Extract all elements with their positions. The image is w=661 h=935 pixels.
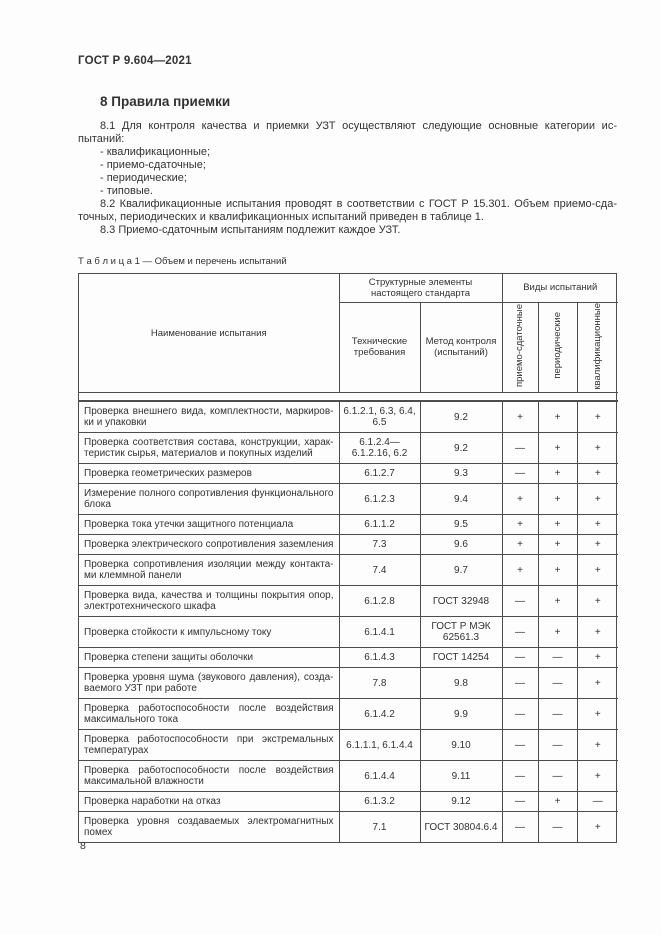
cell-technical-requirements: 6.1.1.2 bbox=[339, 515, 420, 535]
cell-mark-acceptance: — bbox=[502, 433, 538, 464]
cell-technical-requirements: 7.3 bbox=[339, 535, 420, 555]
cell-test-name: Проверка электрического сопротивления заземления bbox=[79, 535, 339, 555]
table-caption: Т а б л и ц а 1 — Объем и перечень испытаний bbox=[78, 256, 287, 267]
paragraph-line: точных, периодических и квалификационных испытаний приведен в таблице 1. bbox=[78, 211, 484, 223]
cell-mark-qualification: — bbox=[592, 796, 603, 808]
cell-technical-requirements: 6.1.2.8 bbox=[339, 586, 420, 617]
cell-mark-acceptance: — bbox=[502, 586, 538, 617]
cell-mark-acceptance: + bbox=[502, 535, 538, 555]
cell-mark-periodic: + bbox=[538, 792, 577, 812]
cell-control-method: 9.2 bbox=[420, 433, 502, 464]
cell-test-name: Проверка работоспособности после воздействия максимального тока bbox=[79, 699, 339, 730]
cell-control-method: ГОСТ 14254 bbox=[420, 648, 502, 668]
paragraph-line: - приемо-сдаточные; bbox=[100, 159, 206, 171]
col-header-periodic-label: периодические bbox=[551, 312, 563, 380]
cell-mark-periodic: — bbox=[538, 648, 577, 668]
cell-mark-periodic: + bbox=[538, 586, 577, 617]
cell-technical-requirements: 6.1.3.2 bbox=[339, 792, 420, 812]
col-group-structure-elements: Структурные элементы настоящего стандарта bbox=[339, 274, 502, 302]
cell-technical-requirements: 7.8 bbox=[339, 668, 420, 699]
tests-table-body bbox=[79, 400, 618, 842]
cell-mark-periodic: + bbox=[538, 433, 577, 464]
cell-technical-requirements: 6.1.4.1 bbox=[339, 617, 420, 648]
cell-technical-requirements: 6.1.2.4—​6.1.2.16, 6.2 bbox=[339, 433, 420, 464]
cell-mark-qualification: + bbox=[594, 708, 601, 720]
col-header-acceptance bbox=[502, 302, 538, 393]
cell-mark-qualification: + bbox=[594, 677, 601, 689]
table-row bbox=[79, 515, 618, 535]
table-row bbox=[79, 730, 618, 761]
cell-test-name: Проверка наработки на отказ bbox=[79, 792, 339, 812]
cell-technical-requirements: 7.1 bbox=[339, 812, 420, 843]
cell-mark-periodic: — bbox=[538, 699, 577, 730]
cell-technical-requirements: 6.1.2.1, 6.3, 6.4, 6.5 bbox=[339, 401, 420, 433]
cell-mark-acceptance: — bbox=[502, 792, 538, 812]
cell-test-name: Проверка стойкости к импульсному току bbox=[79, 617, 339, 648]
paragraph-line: - периодические; bbox=[100, 172, 187, 184]
cell-mark-qualification: + bbox=[594, 442, 601, 454]
paragraph-line: 8.2 Квалификационные испытания проводят в соответствии с ГОСТ Р 15.301. Объем приемо-сда- bbox=[100, 198, 617, 210]
cell-mark-periodic: + bbox=[538, 401, 577, 433]
paragraph-line: пытаний: bbox=[78, 133, 125, 145]
cell-test-name: Измерение полного сопротивления функционального блока bbox=[79, 484, 339, 515]
col-header-periodic bbox=[538, 302, 577, 393]
col-group-test-types: Виды испытаний bbox=[502, 274, 618, 302]
cell-mark-periodic: — bbox=[538, 812, 577, 843]
cell-mark-qualification: + bbox=[594, 626, 601, 638]
cell-technical-requirements: 6.1.4.3 bbox=[339, 648, 420, 668]
cell-mark-acceptance: + bbox=[502, 515, 538, 535]
table-row bbox=[79, 812, 618, 843]
cell-mark-qualification: + bbox=[594, 739, 601, 751]
table-row bbox=[79, 617, 618, 648]
cell-mark-acceptance: + bbox=[502, 555, 538, 586]
cell-control-method: 9.6 bbox=[420, 535, 502, 555]
cell-mark-periodic: + bbox=[538, 617, 577, 648]
col-header-test-name: Наименование испытания bbox=[79, 274, 339, 393]
cell-technical-requirements: 6.1.4.4 bbox=[339, 761, 420, 792]
cell-mark-qualification: + bbox=[594, 652, 601, 664]
cell-technical-requirements: 6.1.2.3 bbox=[339, 484, 420, 515]
cell-mark-qualification: + bbox=[594, 411, 601, 423]
cell-control-method: 9.9 bbox=[420, 699, 502, 730]
cell-control-method: 9.5 bbox=[420, 515, 502, 535]
cell-mark-qualification: + bbox=[594, 595, 601, 607]
cell-mark-periodic: — bbox=[538, 761, 577, 792]
table-row bbox=[79, 668, 618, 699]
col-header-acceptance-label: приемо-сдаточные bbox=[514, 304, 525, 388]
table-row bbox=[79, 555, 618, 586]
col-header-qualification-label: квалификационные bbox=[591, 302, 603, 390]
table-row bbox=[79, 401, 618, 433]
cell-mark-qualification: + bbox=[594, 539, 601, 551]
cell-test-name: Проверка уровня шума (звукового давления), создаваемого УЗТ при работе bbox=[79, 668, 339, 699]
col-header-control-method: Метод контроля (испытаний) bbox=[420, 302, 502, 393]
cell-technical-requirements: 6.1.1.1, 6.1.4.4 bbox=[339, 730, 420, 761]
cell-mark-acceptance: — bbox=[502, 699, 538, 730]
cell-mark-acceptance: — bbox=[502, 648, 538, 668]
col-header-technical-requirements: Технические требования bbox=[339, 302, 420, 393]
cell-mark-periodic: + bbox=[538, 484, 577, 515]
cell-mark-periodic: + bbox=[538, 535, 577, 555]
table-row bbox=[79, 586, 618, 617]
cell-mark-periodic: — bbox=[538, 730, 577, 761]
table-row bbox=[79, 484, 618, 515]
cell-test-name: Проверка работоспособности после воздействия максимальной влажности bbox=[79, 761, 339, 792]
cell-mark-acceptance: + bbox=[502, 401, 538, 433]
table-row bbox=[79, 464, 618, 484]
cell-mark-acceptance: — bbox=[502, 464, 538, 484]
section-title: 8 Правила приемки bbox=[100, 94, 231, 109]
cell-control-method: 9.7 bbox=[420, 555, 502, 586]
cell-test-name: Проверка тока утечки защитного потенциала bbox=[79, 515, 339, 535]
section-body-text bbox=[78, 120, 617, 237]
cell-mark-acceptance: — bbox=[502, 761, 538, 792]
cell-test-name: Проверка вида, качества и толщины покрытия опор, электротехнического шкафа bbox=[79, 586, 339, 617]
cell-mark-qualification: + bbox=[594, 821, 601, 833]
cell-mark-qualification: + bbox=[594, 493, 601, 505]
cell-mark-periodic: + bbox=[538, 555, 577, 586]
col-header-qualification bbox=[577, 302, 618, 393]
page-number: 8 bbox=[80, 840, 86, 852]
cell-technical-requirements: 7.4 bbox=[339, 555, 420, 586]
document-code: ГОСТ Р 9.604—2021 bbox=[78, 55, 192, 67]
table-row bbox=[79, 792, 618, 812]
table-row bbox=[79, 699, 618, 730]
paragraph-line: - типовые. bbox=[100, 185, 153, 197]
table-row bbox=[79, 761, 618, 792]
cell-test-name: Проверка уровня создаваемых электромагнитных помех bbox=[79, 812, 339, 843]
cell-test-name: Проверка степени защиты оболочки bbox=[79, 648, 339, 668]
cell-test-name: Проверка сопротивления изоляции между контактами клеммной панели bbox=[79, 555, 339, 586]
cell-mark-acceptance: — bbox=[502, 617, 538, 648]
cell-control-method: 9.10 bbox=[420, 730, 502, 761]
cell-control-method: 9.2 bbox=[420, 401, 502, 433]
cell-control-method: 9.11 bbox=[420, 761, 502, 792]
cell-test-name: Проверка работоспособности при экстремальных температурах bbox=[79, 730, 339, 761]
cell-control-method: 9.8 bbox=[420, 668, 502, 699]
cell-test-name: Проверка соответствия состава, конструкции, характеристик сырья, материалов и покупных изделий bbox=[79, 433, 339, 464]
cell-mark-periodic: + bbox=[538, 464, 577, 484]
cell-control-method: 9.12 bbox=[420, 792, 502, 812]
cell-mark-acceptance: + bbox=[502, 484, 538, 515]
cell-mark-periodic: — bbox=[538, 668, 577, 699]
cell-mark-qualification: + bbox=[594, 519, 601, 531]
table-row bbox=[79, 535, 618, 555]
cell-technical-requirements: 6.1.4.2 bbox=[339, 699, 420, 730]
cell-control-method: 9.4 bbox=[420, 484, 502, 515]
paragraph-line: - квалификационные; bbox=[100, 146, 211, 158]
cell-control-method: 9.3 bbox=[420, 464, 502, 484]
cell-mark-qualification: + bbox=[594, 770, 601, 782]
cell-mark-acceptance: — bbox=[502, 730, 538, 761]
paragraph-line: 8.1 Для контроля качества и приемки УЗТ осуществляют следующие основные категории ис- bbox=[100, 120, 617, 132]
cell-mark-acceptance: — bbox=[502, 812, 538, 843]
tests-table-header bbox=[79, 274, 618, 393]
cell-control-method: ГОСТ Р МЭК 62561.3 bbox=[420, 617, 502, 648]
cell-mark-acceptance: — bbox=[502, 668, 538, 699]
cell-mark-periodic: + bbox=[538, 515, 577, 535]
cell-control-method: ГОСТ 32948 bbox=[420, 586, 502, 617]
paragraph-line: 8.3 Приемо-сдаточным испытаниям подлежит каждое УЗТ. bbox=[100, 224, 401, 236]
tests-table bbox=[78, 273, 617, 843]
cell-test-name: Проверка внешнего вида, комплектности, маркировки и упаковки bbox=[79, 401, 339, 433]
cell-mark-qualification: + bbox=[594, 468, 601, 480]
table-header-separator bbox=[79, 393, 616, 400]
cell-test-name: Проверка геометрических размеров bbox=[79, 464, 339, 484]
cell-mark-qualification: + bbox=[594, 564, 601, 576]
cell-control-method: ГОСТ 30804.6.4 bbox=[420, 812, 502, 843]
table-row bbox=[79, 648, 618, 668]
cell-technical-requirements: 6.1.2.7 bbox=[339, 464, 420, 484]
table-row bbox=[79, 433, 618, 464]
